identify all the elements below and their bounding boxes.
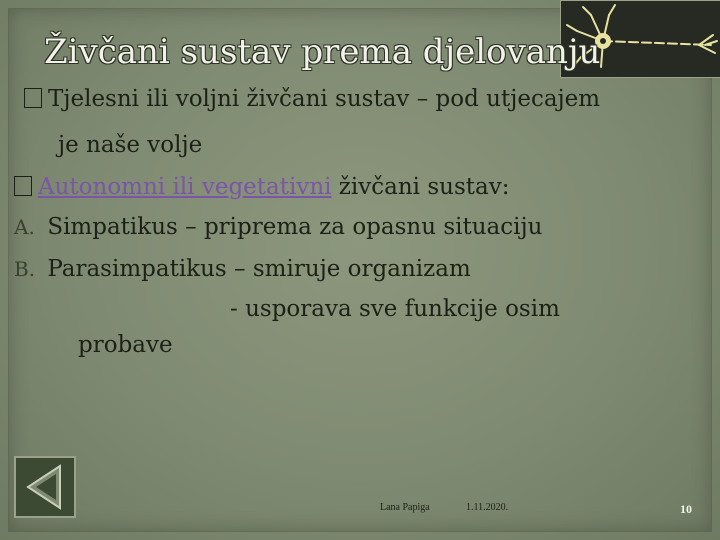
bullet-text: Tjelesni ili voljni živčani sustav – pod utjecajem <box>48 86 601 112</box>
list-continuation: probave <box>78 332 173 358</box>
bullet-item <box>14 174 509 200</box>
bullet-item <box>24 86 600 112</box>
autonomni-link[interactable]: Autonomni ili vegetativni <box>38 174 332 200</box>
list-text: Parasimpatikus – smiruje organizam <box>47 256 471 282</box>
list-text: Simpatikus – priprema za opasnu situaciju <box>47 214 543 240</box>
footer-date: 1.11.2020. <box>466 502 509 513</box>
list-item-a <box>14 214 542 240</box>
slide-title: Živčani sustav prema djelovanju <box>44 32 601 72</box>
back-arrow-icon <box>16 458 74 516</box>
page-number: 10 <box>680 502 692 516</box>
list-marker: B. <box>14 257 36 281</box>
list-marker: A. <box>14 215 35 239</box>
square-bullet-icon <box>24 88 42 108</box>
footer-author: Lana Papiga <box>380 502 430 513</box>
list-item-b <box>14 256 471 282</box>
bullet-continuation: je naše volje <box>58 132 203 158</box>
bullet-text: živčani sustav: <box>331 174 510 200</box>
back-button[interactable] <box>14 456 76 518</box>
list-continuation: - usporava sve funkcije osim <box>230 296 560 322</box>
square-bullet-icon <box>14 176 32 196</box>
